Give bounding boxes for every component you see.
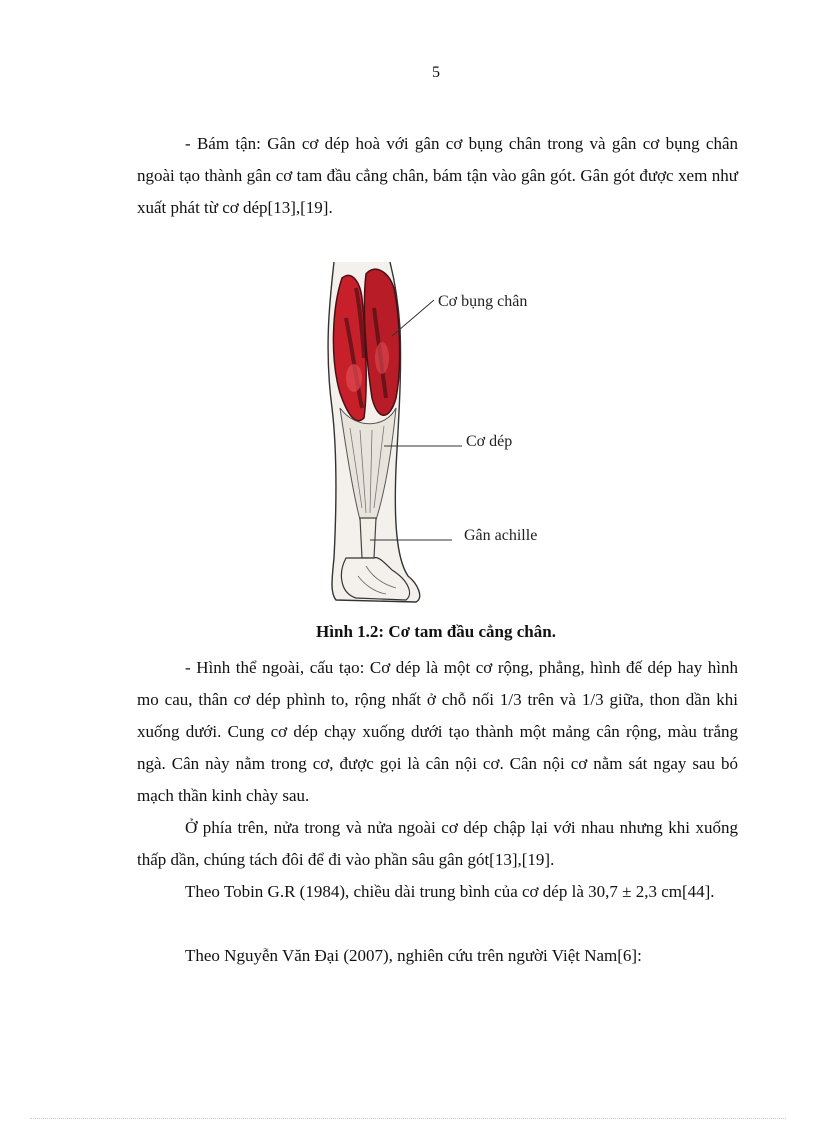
- muscle-highlight-2: [375, 342, 389, 374]
- achilles-tendon: [360, 518, 376, 558]
- figure-caption: Hình 1.2: Cơ tam đầu cẳng chân.: [316, 622, 556, 641]
- label-soleus: Cơ dép: [466, 433, 513, 450]
- paragraph-morphology: - Hình thể ngoài, cấu tạo: Cơ dép là một cơ rộng, phẳng, hình đế dép hay hình mo cau, thân cơ dép phình to, rộng nhất ở chỗ nối 1/3 trên và 1/3 giữa, thon dần khi xuống dưới. Cung cơ dép chạy xuống dưới tạo thành một mảng cân rộng, màu trắng ngà. Cân này nằm trong cơ, được gọi là cân nội cơ. Cân nội cơ nằm sát ngay sau bó mạch thần kinh chày sau.: [137, 658, 738, 805]
- paragraph-insertion: - Bám tận: Gân cơ dép hoà với gân cơ bụng chân trong và gân cơ bụng chân ngoài tạo thành gân cơ tam đầu cẳng chân, bám tận vào gân gót. Gân gót được xem như xuất phát từ cơ dép[13],[19].: [137, 134, 738, 217]
- footer-divider: [30, 1118, 786, 1119]
- page-number: 5: [432, 64, 440, 81]
- figure-calf-muscles: [316, 258, 566, 608]
- paragraph-upper-part: Ở phía trên, nửa trong và nửa ngoài cơ dép chập lại với nhau nhưng khi xuống thấp dần, chúng tách đôi để đi vào phần sâu gân gót[13],[19].: [137, 818, 738, 869]
- muscle-highlight: [346, 364, 362, 392]
- label-achilles: Gân achille: [464, 527, 538, 544]
- calf-illustration: [316, 258, 566, 608]
- label-gastrocnemius: Cơ bụng chân: [438, 293, 528, 310]
- paragraph-tobin: Theo Tobin G.R (1984), chiều dài trung bình của cơ dép là 30,7 ± 2,3 cm[44].: [185, 882, 715, 901]
- paragraph-nguyen: Theo Nguyễn Văn Đại (2007), nghiên cứu trên người Việt Nam[6]:: [185, 946, 642, 965]
